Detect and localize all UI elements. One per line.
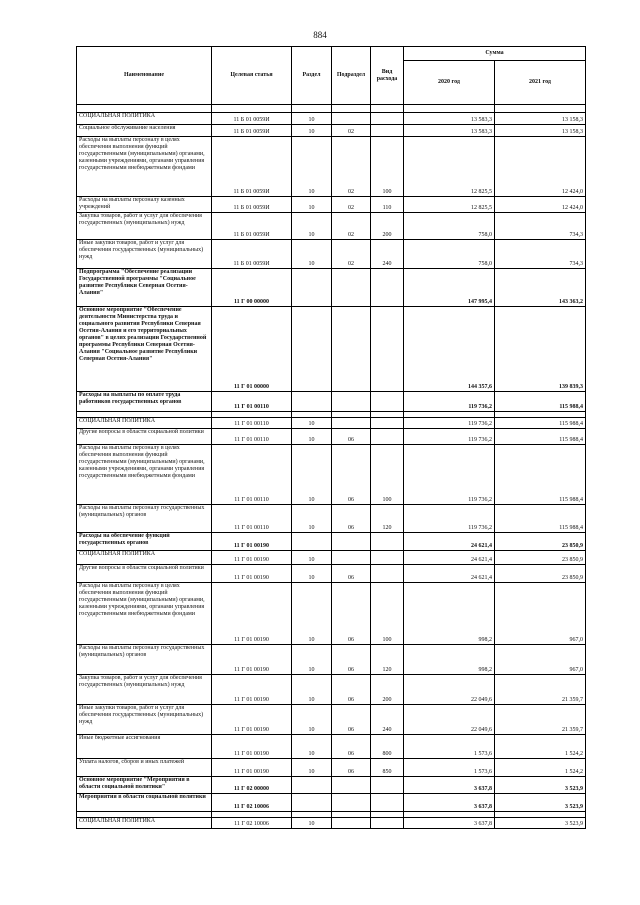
row-amount-2020: 22 049,6 bbox=[404, 705, 495, 735]
header-name: Наименование bbox=[77, 47, 212, 105]
row-name: Мероприятия в области социальной политики bbox=[77, 794, 212, 812]
table-row bbox=[77, 818, 586, 829]
row-amount-2021: 1 524,2 bbox=[495, 735, 586, 759]
row-expense-type bbox=[371, 777, 404, 794]
row-name: Расходы на выплаты персоналу государственных (муниципальных) органов bbox=[77, 645, 212, 675]
row-target-code: 11 Г 01 00190 bbox=[212, 759, 292, 777]
table-row bbox=[77, 505, 586, 533]
row-subsection bbox=[332, 818, 371, 829]
row-section: 10 bbox=[292, 759, 332, 777]
table-row bbox=[77, 675, 586, 705]
table-row bbox=[77, 705, 586, 735]
row-target-code: 11 Б 01 0059И bbox=[212, 240, 292, 269]
row-target-code: 11 Г 01 00190 bbox=[212, 583, 292, 645]
row-amount-2021: 23 850,9 bbox=[495, 533, 586, 551]
row-subsection: 06 bbox=[332, 735, 371, 759]
table-row bbox=[77, 645, 586, 675]
row-name: Расходы на выплаты по оплате труда работников государственных органов bbox=[77, 392, 212, 412]
row-amount-2020: 12 825,5 bbox=[404, 197, 495, 213]
table-row bbox=[77, 269, 586, 307]
row-amount-2021: 115 988,4 bbox=[495, 505, 586, 533]
header-2021: 2021 год bbox=[495, 61, 586, 105]
row-expense-type: 120 bbox=[371, 645, 404, 675]
row-target-code: 11 Г 02 10006 bbox=[212, 794, 292, 812]
row-section: 10 bbox=[292, 645, 332, 675]
row-name: СОЦИАЛЬНАЯ ПОЛИТИКА bbox=[77, 418, 212, 429]
row-name: Расходы на выплаты персоналу казенных учреждений bbox=[77, 197, 212, 213]
row-subsection: 06 bbox=[332, 445, 371, 505]
row-subsection bbox=[332, 269, 371, 307]
row-expense-type bbox=[371, 533, 404, 551]
row-target-code: 11 Г 01 00110 bbox=[212, 429, 292, 445]
row-amount-2020: 13 583,3 bbox=[404, 113, 495, 125]
row-target-code: 11 Г 02 10006 bbox=[212, 818, 292, 829]
row-amount-2020: 998,2 bbox=[404, 645, 495, 675]
row-subsection: 02 bbox=[332, 213, 371, 240]
row-expense-type bbox=[371, 269, 404, 307]
row-name: Уплата налогов, сборов и иных платежей bbox=[77, 759, 212, 777]
row-amount-2021: 734,3 bbox=[495, 213, 586, 240]
row-target-code: 11 Г 02 00000 bbox=[212, 777, 292, 794]
header-spacer-row bbox=[77, 105, 586, 113]
row-amount-2020: 144 357,6 bbox=[404, 307, 495, 392]
row-amount-2020: 3 637,8 bbox=[404, 794, 495, 812]
row-name: Закупка товаров, работ и услуг для обеспечения государственных (муниципальных) нужд bbox=[77, 213, 212, 240]
row-amount-2021: 21 359,7 bbox=[495, 675, 586, 705]
row-target-code: 11 Г 01 00000 bbox=[212, 307, 292, 392]
row-section bbox=[292, 794, 332, 812]
row-section: 10 bbox=[292, 445, 332, 505]
row-name: Иные закупки товаров, работ и услуг для обеспечения государственных (муниципальных) нужд bbox=[77, 240, 212, 269]
table-row bbox=[77, 445, 586, 505]
row-expense-type: 110 bbox=[371, 197, 404, 213]
row-section bbox=[292, 392, 332, 412]
row-expense-type bbox=[371, 818, 404, 829]
table-row bbox=[77, 533, 586, 551]
table-row bbox=[77, 418, 586, 429]
row-subsection: 06 bbox=[332, 645, 371, 675]
row-target-code: 11 Г 01 00190 bbox=[212, 705, 292, 735]
row-section: 10 bbox=[292, 197, 332, 213]
row-section: 10 bbox=[292, 705, 332, 735]
row-name: Расходы на выплаты персоналу в целях обеспечения выполнения функций государственными (муниципальными) органами, казенными учреждениями, органами управления государственными внебюджетными фондами bbox=[77, 137, 212, 197]
row-subsection: 06 bbox=[332, 429, 371, 445]
row-name: Основное мероприятие "Мероприятия в области социальной политики" bbox=[77, 777, 212, 794]
row-subsection: 06 bbox=[332, 705, 371, 735]
row-amount-2020: 758,0 bbox=[404, 240, 495, 269]
row-target-code: 11 Г 01 00190 bbox=[212, 645, 292, 675]
row-expense-type: 120 bbox=[371, 505, 404, 533]
row-subsection bbox=[332, 392, 371, 412]
row-amount-2020: 12 825,5 bbox=[404, 137, 495, 197]
row-name: Социальное обслуживание населения bbox=[77, 125, 212, 137]
row-amount-2021: 115 988,4 bbox=[495, 392, 586, 412]
row-target-code: 11 Г 00 00000 bbox=[212, 269, 292, 307]
header-target: Целевая статья bbox=[212, 47, 292, 105]
row-target-code: 11 Б 01 0059И bbox=[212, 197, 292, 213]
row-subsection bbox=[332, 551, 371, 565]
table-row bbox=[77, 307, 586, 392]
row-amount-2020: 998,2 bbox=[404, 583, 495, 645]
row-subsection bbox=[332, 418, 371, 429]
table-row bbox=[77, 551, 586, 565]
row-expense-type: 240 bbox=[371, 240, 404, 269]
row-section: 10 bbox=[292, 551, 332, 565]
row-section bbox=[292, 269, 332, 307]
row-target-code: 11 Г 01 00190 bbox=[212, 565, 292, 583]
row-name: Основное мероприятие "Обеспечение деятельности Министерства труда и социального развития Республики Северная Осетия-Алания и его территориальных органов" в целях реализации Государственной программы Республики Северная Осетия-Алания "Социальное развитие Республики Северная Осетия-Алания" bbox=[77, 307, 212, 392]
table-row bbox=[77, 213, 586, 240]
row-subsection: 02 bbox=[332, 137, 371, 197]
row-amount-2021: 1 524,2 bbox=[495, 759, 586, 777]
row-subsection: 06 bbox=[332, 505, 371, 533]
row-section: 10 bbox=[292, 735, 332, 759]
row-amount-2021: 12 424,0 bbox=[495, 197, 586, 213]
row-expense-type: 100 bbox=[371, 137, 404, 197]
row-section: 10 bbox=[292, 565, 332, 583]
row-target-code: 11 Г 01 00110 bbox=[212, 392, 292, 412]
row-amount-2020: 147 995,4 bbox=[404, 269, 495, 307]
row-expense-type: 200 bbox=[371, 213, 404, 240]
row-expense-type: 850 bbox=[371, 759, 404, 777]
table-row bbox=[77, 113, 586, 125]
row-amount-2020: 1 573,6 bbox=[404, 759, 495, 777]
row-expense-type: 800 bbox=[371, 735, 404, 759]
row-amount-2020: 119 736,2 bbox=[404, 445, 495, 505]
row-name: СОЦИАЛЬНАЯ ПОЛИТИКА bbox=[77, 113, 212, 125]
row-expense-type bbox=[371, 418, 404, 429]
row-name: Расходы на выплаты персоналу в целях обеспечения выполнения функций государственными (муниципальными) органами, казенными учреждениями, органами управления государственными внебюджетными фондами bbox=[77, 583, 212, 645]
row-amount-2021: 12 424,0 bbox=[495, 137, 586, 197]
row-amount-2020: 3 637,8 bbox=[404, 818, 495, 829]
table-row bbox=[77, 777, 586, 794]
table-row bbox=[77, 137, 586, 197]
row-name: Закупка товаров, работ и услуг для обеспечения государственных (муниципальных) нужд bbox=[77, 675, 212, 705]
row-name: Другие вопросы в области социальной политики bbox=[77, 565, 212, 583]
row-amount-2021: 21 359,7 bbox=[495, 705, 586, 735]
row-name: Расходы на выплаты персоналу в целях обеспечения выполнения функций государственными (муниципальными) органами, казенными учреждениями, органами управления государственными внебюджетными фондами bbox=[77, 445, 212, 505]
row-amount-2021: 967,0 bbox=[495, 645, 586, 675]
row-amount-2020: 119 736,2 bbox=[404, 392, 495, 412]
row-amount-2020: 13 583,3 bbox=[404, 125, 495, 137]
row-target-code: 11 Г 01 00110 bbox=[212, 505, 292, 533]
row-expense-type bbox=[371, 794, 404, 812]
row-amount-2021: 115 988,4 bbox=[495, 429, 586, 445]
row-amount-2020: 758,0 bbox=[404, 213, 495, 240]
row-amount-2020: 3 637,8 bbox=[404, 777, 495, 794]
row-amount-2020: 119 736,2 bbox=[404, 429, 495, 445]
row-section: 10 bbox=[292, 125, 332, 137]
row-expense-type bbox=[371, 307, 404, 392]
table-row bbox=[77, 125, 586, 137]
row-target-code: 11 Б 01 0059И bbox=[212, 137, 292, 197]
table-row bbox=[77, 240, 586, 269]
row-section: 10 bbox=[292, 818, 332, 829]
row-amount-2021: 115 988,4 bbox=[495, 418, 586, 429]
row-subsection bbox=[332, 533, 371, 551]
header-type: Вид расхода bbox=[371, 47, 404, 105]
row-expense-type bbox=[371, 429, 404, 445]
row-amount-2021: 23 850,9 bbox=[495, 565, 586, 583]
row-target-code: 11 Б 01 0059И bbox=[212, 125, 292, 137]
row-expense-type bbox=[371, 565, 404, 583]
row-expense-type bbox=[371, 551, 404, 565]
row-section bbox=[292, 307, 332, 392]
row-section: 10 bbox=[292, 675, 332, 705]
row-target-code: 11 Г 01 00190 bbox=[212, 551, 292, 565]
row-name: Подпрограмма "Обеспечение реализации Государственной программы "Социальное развитие Республики Северная Осетия-Алания" bbox=[77, 269, 212, 307]
header-subsection: Подраздел bbox=[332, 47, 371, 105]
row-target-code: 11 Г 01 00190 bbox=[212, 735, 292, 759]
table-row bbox=[77, 392, 586, 412]
row-target-code: 11 Б 01 0059И bbox=[212, 113, 292, 125]
row-section: 10 bbox=[292, 583, 332, 645]
table-body bbox=[77, 105, 586, 829]
row-amount-2021: 734,3 bbox=[495, 240, 586, 269]
row-section bbox=[292, 777, 332, 794]
row-section: 10 bbox=[292, 213, 332, 240]
table-row bbox=[77, 759, 586, 777]
budget-table bbox=[76, 46, 586, 829]
row-target-code: 11 Г 01 00110 bbox=[212, 418, 292, 429]
row-expense-type: 200 bbox=[371, 675, 404, 705]
table-header bbox=[77, 47, 586, 105]
row-amount-2021: 13 158,3 bbox=[495, 113, 586, 125]
row-name: Иные бюджетные ассигнования bbox=[77, 735, 212, 759]
row-amount-2020: 24 621,4 bbox=[404, 551, 495, 565]
row-name: СОЦИАЛЬНАЯ ПОЛИТИКА bbox=[77, 818, 212, 829]
row-amount-2020: 24 621,4 bbox=[404, 533, 495, 551]
row-subsection bbox=[332, 113, 371, 125]
row-name: Иные закупки товаров, работ и услуг для обеспечения государственных (муниципальных) нужд bbox=[77, 705, 212, 735]
row-expense-type: 100 bbox=[371, 583, 404, 645]
row-section bbox=[292, 533, 332, 551]
row-amount-2021: 13 158,3 bbox=[495, 125, 586, 137]
row-target-code: 11 Г 01 00190 bbox=[212, 533, 292, 551]
row-amount-2020: 119 736,2 bbox=[404, 505, 495, 533]
row-subsection: 02 bbox=[332, 125, 371, 137]
row-name: Другие вопросы в области социальной политики bbox=[77, 429, 212, 445]
table-row bbox=[77, 565, 586, 583]
row-amount-2021: 23 850,9 bbox=[495, 551, 586, 565]
row-target-code: 11 Г 01 00110 bbox=[212, 445, 292, 505]
row-section: 10 bbox=[292, 505, 332, 533]
row-subsection: 02 bbox=[332, 197, 371, 213]
table-row bbox=[77, 197, 586, 213]
row-section: 10 bbox=[292, 418, 332, 429]
header-amount: Сумма bbox=[404, 47, 586, 61]
row-subsection: 02 bbox=[332, 240, 371, 269]
row-expense-type bbox=[371, 113, 404, 125]
row-name: СОЦИАЛЬНАЯ ПОЛИТИКА bbox=[77, 551, 212, 565]
row-section: 10 bbox=[292, 113, 332, 125]
row-amount-2020: 24 621,4 bbox=[404, 565, 495, 583]
row-subsection bbox=[332, 307, 371, 392]
row-subsection: 06 bbox=[332, 675, 371, 705]
table-row bbox=[77, 794, 586, 812]
row-name: Расходы на обеспечение функций государственных органов bbox=[77, 533, 212, 551]
header-section: Раздел bbox=[292, 47, 332, 105]
row-subsection: 06 bbox=[332, 759, 371, 777]
row-amount-2021: 139 839,3 bbox=[495, 307, 586, 392]
row-section: 10 bbox=[292, 137, 332, 197]
row-subsection bbox=[332, 777, 371, 794]
row-subsection bbox=[332, 794, 371, 812]
row-subsection: 06 bbox=[332, 565, 371, 583]
page-number: 884 bbox=[313, 30, 327, 40]
row-amount-2020: 1 573,6 bbox=[404, 735, 495, 759]
row-name: Расходы на выплаты персоналу государственных (муниципальных) органов bbox=[77, 505, 212, 533]
row-expense-type: 100 bbox=[371, 445, 404, 505]
row-expense-type: 240 bbox=[371, 705, 404, 735]
row-target-code: 11 Г 01 00190 bbox=[212, 675, 292, 705]
row-amount-2021: 967,0 bbox=[495, 583, 586, 645]
row-amount-2021: 115 988,4 bbox=[495, 445, 586, 505]
row-amount-2020: 119 736,2 bbox=[404, 418, 495, 429]
row-section: 10 bbox=[292, 240, 332, 269]
row-expense-type bbox=[371, 125, 404, 137]
table-row bbox=[77, 583, 586, 645]
row-amount-2020: 22 049,6 bbox=[404, 675, 495, 705]
row-target-code: 11 Б 01 0059И bbox=[212, 213, 292, 240]
table-row bbox=[77, 429, 586, 445]
row-amount-2021: 3 523,9 bbox=[495, 818, 586, 829]
row-amount-2021: 3 523,9 bbox=[495, 794, 586, 812]
row-amount-2021: 3 523,9 bbox=[495, 777, 586, 794]
row-section: 10 bbox=[292, 429, 332, 445]
row-subsection: 06 bbox=[332, 583, 371, 645]
row-amount-2021: 143 363,2 bbox=[495, 269, 586, 307]
header-2020: 2020 год bbox=[404, 61, 495, 105]
table-row bbox=[77, 735, 586, 759]
row-expense-type bbox=[371, 392, 404, 412]
